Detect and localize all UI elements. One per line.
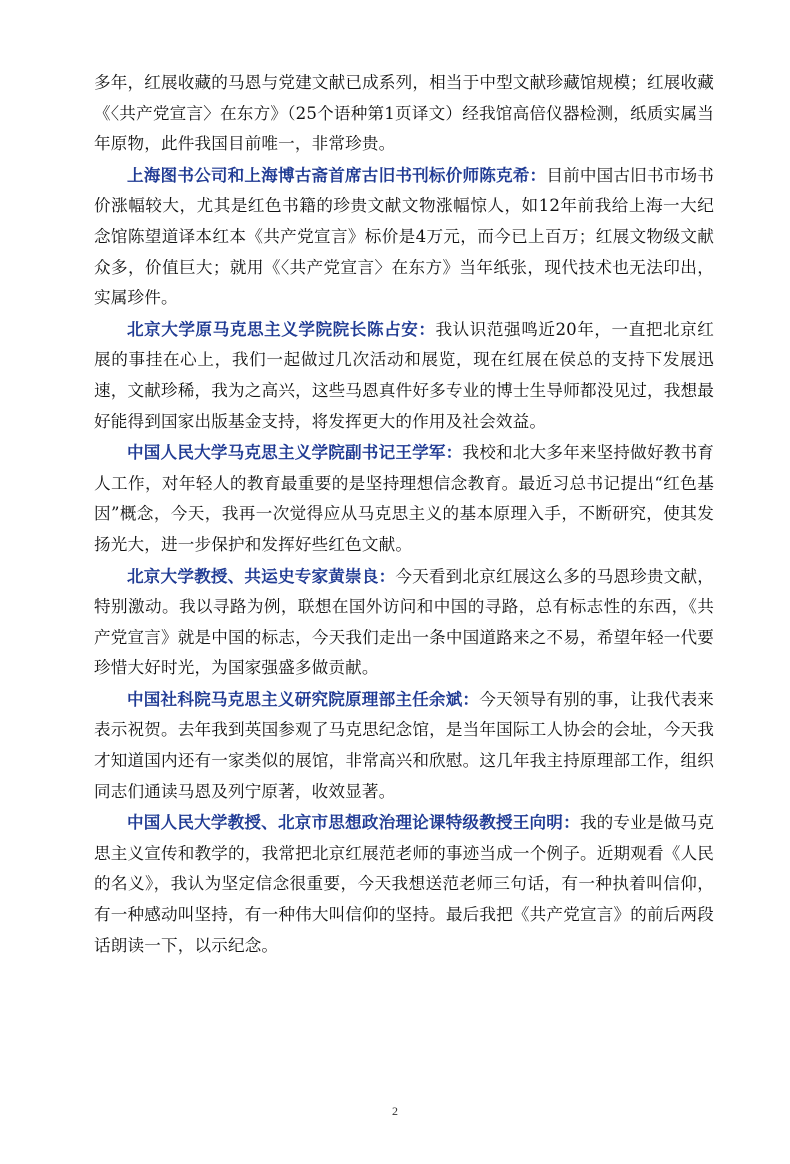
page-number: 2: [392, 1104, 398, 1118]
speaker-name: 中国人民大学教授、北京市思想政治理论课特级教授王向明：: [127, 812, 580, 833]
paragraph-text: 我认识范强鸣近20年，一直把北京红展的事挂在心上，我们一起做过几次活动和展览，现在红展在侯总的支持下发展迅速，文献珍稀，我为之高兴，这些马恩真件好多专业的博士生导师都没见过，我想最好能得到国家出版基金支持，将发挥更大的作用及社会效益。: [94, 319, 714, 431]
paragraph-text: 今天领导有别的事，让我代表来表示祝贺。去年我到英国参观了马克思纪念馆，是当年国际工人协会的会址，今天我才知道国内还有一家类似的展馆，非常高兴和欣慰。这几年我主持原理部工作，组织同志们通读马恩及列宁原著，收效显著。: [94, 689, 714, 801]
speaker-name: 上海图书公司和上海博古斋首席古旧书刊标价师陈克希：: [127, 164, 547, 185]
speaker-name: 中国人民大学马克思主义学院副书记王学军：: [127, 442, 463, 463]
paragraph-huang-chongliang: [94, 561, 714, 684]
paragraph-wang-xiangming: [94, 807, 714, 961]
document-page: [94, 68, 714, 961]
paragraph-wang-xuejun: [94, 437, 714, 560]
paragraph-chen-zhanan: [94, 314, 714, 437]
paragraph-text: 今天看到北京红展这么多的马恩珍贵文献，特别激动。我以寻路为例，联想在国外访问和中国的寻路，总有标志性的东西，《共产党宣言》就是中国的标志，今天我们走出一条中国道路来之不易，希望年轻一代要珍惜大好时光，为国家强盛多做贡献。: [94, 566, 714, 678]
paragraph-yu-bin: [94, 684, 714, 807]
paragraph-text: 我的专业是做马克思主义宣传和教学的，我常把北京红展范老师的事迹当成一个例子。近期观看《人民的名义》，我认为坚定信念很重要，今天我想送范老师三句话，有一种执着叫信仰，有一种感动叫坚持，有一种伟大叫信仰的坚持。最后我把《共产党宣言》的前后两段话朗读一下，以示纪念。: [94, 813, 714, 955]
paragraph-chen-kexi: [94, 160, 714, 314]
paragraph-intro: [94, 68, 714, 160]
speaker-name: 北京大学原马克思主义学院院长陈占安：: [127, 318, 436, 339]
paragraph-text: 目前中国古旧书市场书价涨幅较大，尤其是红色书籍的珍贵文献文物涨幅惊人，如12年前我给上海一大纪念馆陈望道译本红本《共产党宣言》标价是4万元，而今已上百万；红展文物级文献众多，价值巨大；就用《〈共产党宣言〉在东方》当年纸张，现代技术也无法印出，实属珍件。: [94, 165, 715, 308]
paragraph-text: 我校和北大多年来坚持做好教书育人工作，对年轻人的教育最重要的是坚持理想信念教育。最近习总书记提出“红色基因”概念，今天，我再一次觉得应从马克思主义的基本原理入手，不断研究，使其发扬光大，进一步保护和发挥好些红色文献。: [94, 443, 715, 554]
paragraph-text: 多年，红展收藏的马恩与党建文献已成系列，相当于中型文献珍藏馆规模；红展收藏《〈共产党宣言〉在东方》（25个语种第1页译文）经我馆高倍仪器检测，纸质实属当年原物，此件我国目前唯一，非常珍贵。: [94, 73, 714, 154]
speaker-name: 北京大学教授、共运史专家黄崇良：: [127, 565, 396, 586]
speaker-name: 中国社科院马克思主义研究院原理部主任余斌：: [127, 688, 480, 709]
